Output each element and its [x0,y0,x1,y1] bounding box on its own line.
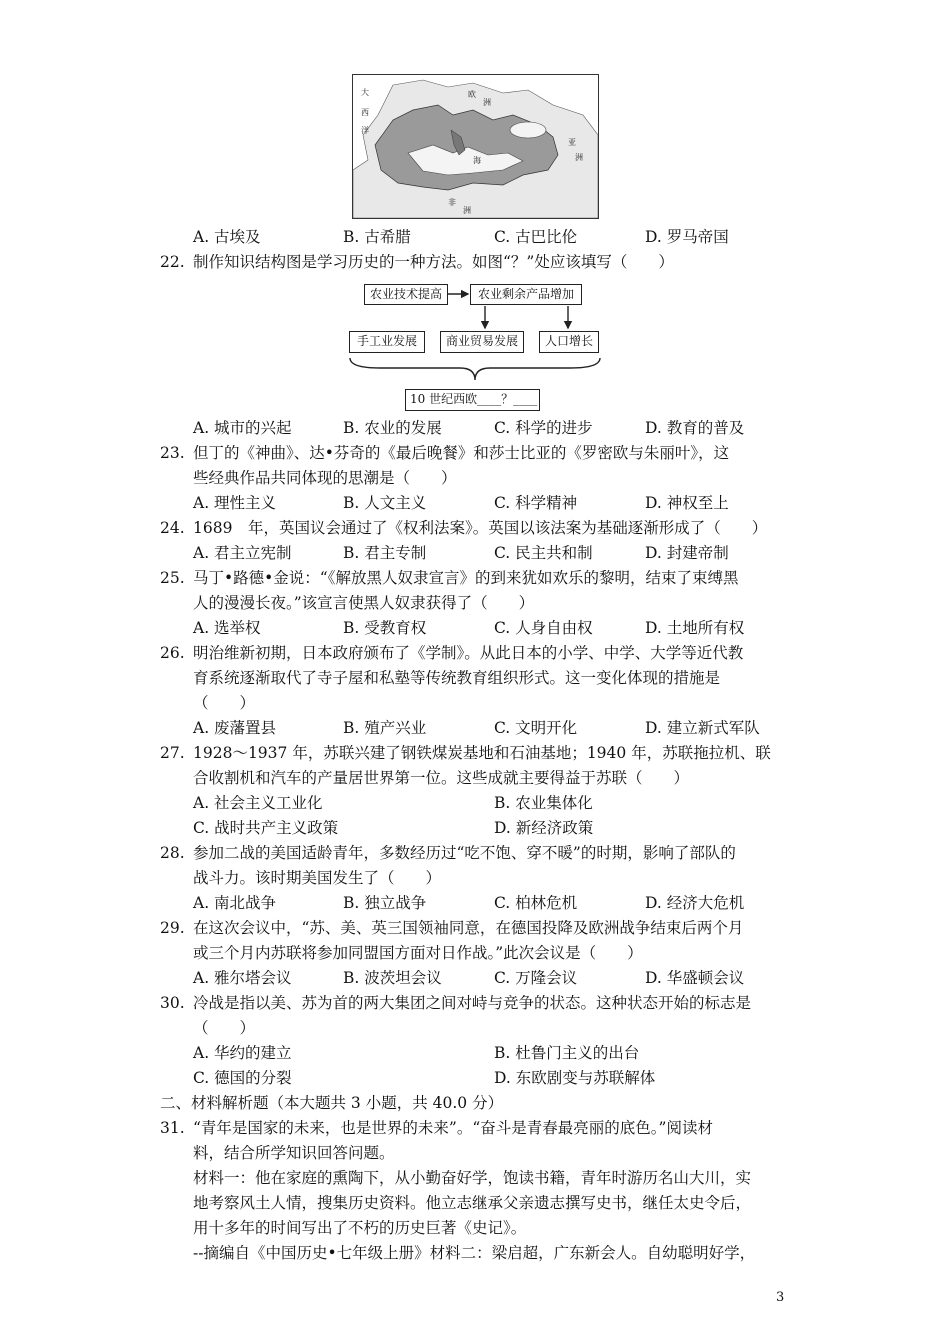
q26-option-b[interactable]: B. 殖产兴业 [343,719,427,737]
diagram-box-handicraft: 手工业发展 [349,331,425,353]
q25-line: 马丁•路德•金说：“《解放黑人奴隶宣言》的到来犹如欢乐的黎明，结束了束缚黑 [193,569,739,587]
q22-option-c[interactable]: C. 科学的进步 [494,419,593,437]
q25-option-c[interactable]: C. 人身自由权 [494,619,593,637]
q27-line: 1928～1937 年，苏联兴建了钢铁煤炭基地和石油基地；1940 年，苏联拖拉机、联 [193,744,771,762]
q29-line: 或三个月内苏联将参加同盟国方面对日作战。”此次会议是（ ） [193,944,643,962]
diagram-connectors [340,280,610,395]
map-label: 洋 [361,126,369,135]
q25-option-d[interactable]: D. 土地所有权 [645,619,745,637]
q26-option-c[interactable]: C. 文明开化 [494,719,578,737]
q31-line: 料，结合所学知识回答问题。 [193,1144,395,1162]
q23-option-b[interactable]: B. 人文主义 [343,494,427,512]
q21-option-b[interactable]: B. 古希腊 [343,228,411,246]
q30-number: 30. [160,994,185,1012]
q26-line: （ ） [193,694,256,712]
q22-option-d[interactable]: D. 教育的普及 [645,419,745,437]
q29-option-c[interactable]: C. 万隆会议 [494,969,578,987]
q30-line: （ ） [193,1019,256,1037]
q24-option-b[interactable]: B. 君主专制 [343,544,427,562]
q21-option-d[interactable]: D. 罗马帝国 [645,228,729,246]
q25-option-a[interactable]: A. 选举权 [193,619,261,637]
q31-line: 材料一：他在家庭的熏陶下，从小勤奋好学，饱读书籍，青年时游历名山大川，实 [193,1169,752,1187]
diagram-box-europe: 10 世纪西欧____？____ [405,389,540,411]
map-label: 洲 [483,98,491,107]
q23-option-c[interactable]: C. 科学精神 [494,494,578,512]
q28-line: 参加二战的美国适龄青年，多数经历过“吃不饱、穿不暖”的时期，影响了部队的 [193,844,736,862]
section-title: 二、材料解析题（本大题共 3 小题，共 40.0 分） [160,1094,504,1112]
map-image [353,75,598,218]
q29-line: 在这次会议中，“苏、美、英三国领袖同意，在德国投降及欧洲战争结束后两个月 [193,919,744,937]
diagram-box-surplus: 农业剩余产品增加 [470,284,582,305]
page-number: 3 [776,1290,785,1305]
q30-option-a[interactable]: A. 华约的建立 [193,1044,292,1062]
map-label: 洲 [463,206,471,215]
q26-option-d[interactable]: D. 建立新式军队 [645,719,760,737]
q25-number: 25. [160,569,185,587]
q23-option-a[interactable]: A. 理性主义 [193,494,277,512]
q23-number: 23. [160,444,185,462]
q30-option-b[interactable]: B. 杜鲁门主义的出台 [494,1044,640,1062]
q22-option-a[interactable]: A. 城市的兴起 [193,419,292,437]
q31-line: 用十多年的时间写出了不朽的历史巨著《史记》。 [193,1219,527,1237]
diagram-box-commerce: 商业贸易发展 [440,331,524,353]
q29-option-b[interactable]: B. 波茨坦会议 [343,969,442,987]
q25-line: 人的漫漫长夜。”该宣言使黑人奴隶获得了（ ） [193,594,535,612]
q24-option-d[interactable]: D. 封建帝制 [645,544,729,562]
q24-option-a[interactable]: A. 君主立宪制 [193,544,292,562]
q27-option-a[interactable]: A. 社会主义工业化 [193,794,323,812]
q21-option-a[interactable]: A. 古埃及 [193,228,261,246]
map-label: 西 [361,108,369,117]
q24-number: 24. [160,519,185,537]
q28-line: 战斗力。该时期美国发生了（ ） [193,869,442,887]
diagram-box-agri-tech: 农业技术提高 [364,284,448,305]
q27-option-c[interactable]: C. 战时共产主义政策 [193,819,339,837]
map-label: 欧 [468,90,476,99]
q27-option-d[interactable]: D. 新经济政策 [494,819,594,837]
q29-number: 29. [160,919,185,937]
q28-option-a[interactable]: A. 南北战争 [193,894,277,912]
map-label: 非 [448,198,456,207]
q24-option-c[interactable]: C. 民主共和制 [494,544,593,562]
q22-number: 22. [160,253,185,271]
q31-line: “青年是国家的未来，也是世界的未来”。“奋斗是青春最亮丽的底色。”阅读材 [193,1119,713,1137]
q29-option-d[interactable]: D. 华盛顿会议 [645,969,745,987]
map-label: 亚 [568,138,576,147]
q24-line: 1689 年，英国议会通过了《权利法案》。英国以该法案为基础逐渐形成了（ ） [193,519,768,537]
q21-option-c[interactable]: C. 古巴比伦 [494,228,578,246]
q26-line: 育系统逐渐取代了寺子屋和私塾等传统教育组织形式。这一变化体现的措施是 [193,669,721,687]
q23-option-d[interactable]: D. 神权至上 [645,494,729,512]
q31-line: --摘编自《中国历史•七年级上册》材料二：梁启超，广东新会人。自幼聪明好学， [193,1244,756,1262]
map-label: 大 [361,88,369,97]
q26-option-a[interactable]: A. 废藩置县 [193,719,277,737]
diagram-box-population: 人口增长 [539,331,599,353]
q27-option-b[interactable]: B. 农业集体化 [494,794,593,812]
q28-option-b[interactable]: B. 独立战争 [343,894,427,912]
q22-option-b[interactable]: B. 农业的发展 [343,419,442,437]
roman-empire-map [352,74,599,219]
q25-option-b[interactable]: B. 受教育权 [343,619,427,637]
q31-line: 地考察风土人情，搜集历史资料。他立志继承父亲遗志撰写史书，继任太史令后， [193,1194,752,1212]
q28-option-d[interactable]: D. 经济大危机 [645,894,745,912]
q27-number: 27. [160,744,185,762]
q29-option-a[interactable]: A. 雅尔塔会议 [193,969,292,987]
q31-number: 31. [160,1119,185,1137]
q28-option-c[interactable]: C. 柏林危机 [494,894,578,912]
q23-line: 些经典作品共同体现的思潮是（ ） [193,469,457,487]
q30-option-c[interactable]: C. 德国的分裂 [193,1069,292,1087]
q26-line: 明治维新初期，日本政府颁布了《学制》。从此日本的小学、中学、大学等近代教 [193,644,744,662]
q30-option-d[interactable]: D. 东欧剧变与苏联解体 [494,1069,656,1087]
map-label: 洲 [575,153,583,162]
q23-line: 但丁的《神曲》、达•芬奇的《最后晚餐》和莎士比亚的《罗密欧与朱丽叶》，这 [193,444,730,462]
q26-number: 26. [160,644,185,662]
q30-line: 冷战是指以美、苏为首的两大集团之间对峙与竞争的状态。这种状态开始的标志是 [193,994,752,1012]
q22-stem: 制作知识结构图是学习历史的一种方法。如图“？”处应该填写（ ） [193,253,674,271]
q28-number: 28. [160,844,185,862]
map-label: 海 [473,156,481,165]
q27-line: 合收割机和汽车的产量居世界第一位。这些成就主要得益于苏联（ ） [193,769,690,787]
